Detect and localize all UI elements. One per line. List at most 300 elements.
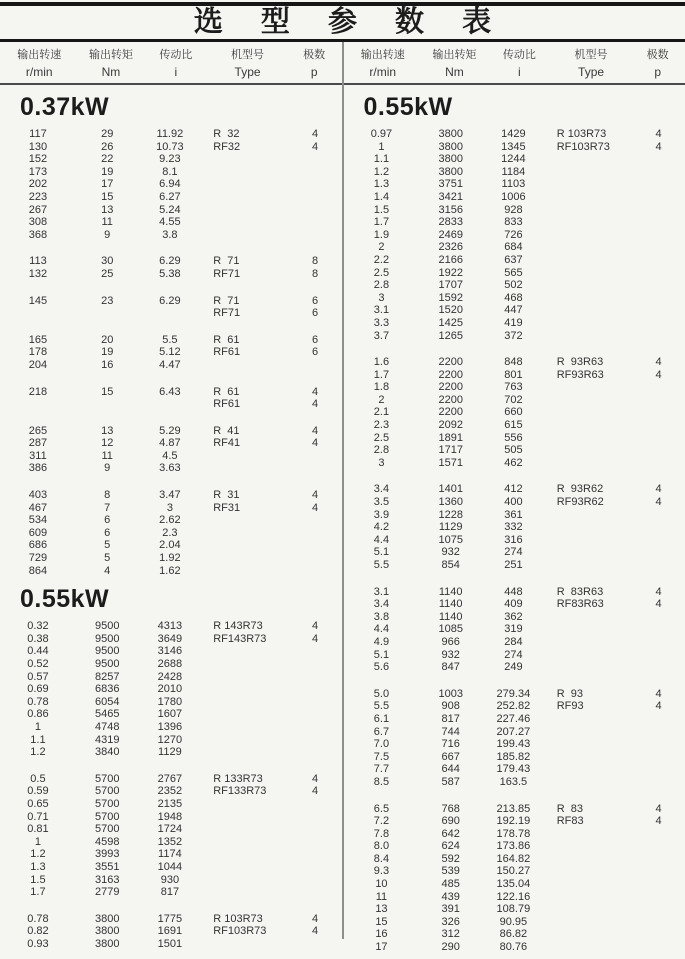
cell: 13 xyxy=(375,903,388,916)
cell: 908 xyxy=(441,700,460,713)
cell: 8 xyxy=(312,255,319,268)
data-group xyxy=(0,913,342,951)
cell: 4 xyxy=(312,912,319,925)
cell xyxy=(632,891,685,904)
cell xyxy=(632,559,685,572)
cell: 8 xyxy=(104,489,111,502)
table-row xyxy=(344,509,685,522)
cell xyxy=(632,204,685,217)
cell xyxy=(201,450,288,463)
cell: 1592 xyxy=(438,291,463,304)
cell xyxy=(545,444,632,457)
cell xyxy=(545,317,632,330)
cell: 4 xyxy=(312,128,319,140)
cell xyxy=(545,891,632,904)
column-header-unit: r/min xyxy=(369,65,397,79)
cell: 284 xyxy=(504,635,523,648)
cell: 173.86 xyxy=(496,840,531,853)
cell: 227.46 xyxy=(496,712,531,725)
cell: 0.71 xyxy=(27,810,49,823)
cell xyxy=(545,649,632,662)
cell xyxy=(632,738,685,751)
cell: 117 xyxy=(29,128,47,140)
cell xyxy=(545,903,632,916)
table-row xyxy=(0,874,342,887)
cell: 132 xyxy=(28,267,48,280)
cell: 439 xyxy=(441,890,460,903)
cell: 0.44 xyxy=(27,645,49,658)
table-row xyxy=(0,913,342,926)
cell xyxy=(632,928,685,941)
cell: 5 xyxy=(104,539,111,552)
cell xyxy=(632,216,685,229)
cell: 3.47 xyxy=(159,489,181,502)
table-row xyxy=(344,229,685,242)
cell: 9 xyxy=(104,462,111,475)
data-group xyxy=(0,295,342,320)
cell: 3649 xyxy=(157,632,183,645)
cell: 4 xyxy=(312,437,319,450)
cell: 202 xyxy=(28,178,48,191)
cell: 0.82 xyxy=(27,925,49,938)
cell: 1724 xyxy=(157,823,183,836)
cell: 0.65 xyxy=(27,797,49,810)
cell: R 93 xyxy=(556,687,584,700)
power-section-heading: 0.37kW xyxy=(20,93,110,121)
cell: R 61 xyxy=(213,333,240,346)
cell: 22 xyxy=(101,153,114,166)
data-group xyxy=(0,128,342,241)
cell: 13 xyxy=(101,424,114,437)
cell: 1.2 xyxy=(373,165,390,178)
table-row xyxy=(0,886,342,899)
cell xyxy=(545,381,632,394)
cell: 2352 xyxy=(157,785,183,798)
cell xyxy=(289,836,342,849)
table-row xyxy=(344,751,685,764)
cell: 2.3 xyxy=(373,419,390,432)
cell xyxy=(545,559,632,572)
cell xyxy=(632,878,685,891)
cell xyxy=(201,191,288,204)
cell: R 83 xyxy=(556,802,584,815)
cell: 637 xyxy=(504,253,523,266)
cell xyxy=(201,823,288,836)
cell: R 61 xyxy=(213,385,240,398)
cell xyxy=(545,166,632,179)
cell: 1520 xyxy=(438,304,463,317)
cell: 372 xyxy=(504,329,523,342)
cell: 448 xyxy=(504,585,523,598)
cell: 2688 xyxy=(157,658,183,670)
table-row xyxy=(344,623,685,636)
cell xyxy=(632,726,685,739)
cell: 1775 xyxy=(157,912,183,925)
cell: 6.29 xyxy=(159,255,181,268)
table-row xyxy=(0,425,342,438)
cell: 3421 xyxy=(438,190,463,203)
cell: 3800 xyxy=(94,912,120,925)
table-row xyxy=(344,878,685,891)
cell xyxy=(289,861,342,874)
cell xyxy=(289,229,342,242)
cell: 252.82 xyxy=(496,700,531,713)
cell: 3800 xyxy=(438,140,463,153)
cell: 316 xyxy=(504,533,523,546)
table-row xyxy=(0,128,342,141)
cell: 1 xyxy=(34,720,41,733)
table-row xyxy=(0,450,342,463)
cell: 5.29 xyxy=(159,424,181,437)
cell xyxy=(632,903,685,916)
table-row xyxy=(344,700,685,713)
table-column-left xyxy=(0,42,342,959)
table-row xyxy=(344,166,685,179)
cell xyxy=(545,661,632,674)
table-row xyxy=(0,204,342,217)
cell: 1 xyxy=(34,835,41,848)
cell: 308 xyxy=(28,216,48,229)
column-header-unit: i xyxy=(174,65,178,79)
power-section-heading: 0.55kW xyxy=(363,93,453,121)
table-row xyxy=(344,369,685,382)
table-row xyxy=(344,534,685,547)
cell xyxy=(632,432,685,445)
table-row xyxy=(344,598,685,611)
cell: 505 xyxy=(504,444,523,457)
cell: 4598 xyxy=(94,835,120,848)
cell: 2767 xyxy=(157,772,183,785)
cell: 1 xyxy=(378,140,385,153)
table-row xyxy=(344,216,685,229)
cell: 4 xyxy=(655,700,662,713)
cell xyxy=(545,611,632,624)
cell: 0.78 xyxy=(27,912,49,925)
cell: 1352 xyxy=(157,835,183,848)
cell xyxy=(632,304,685,317)
cell: 5.12 xyxy=(159,346,181,359)
cell: 4 xyxy=(655,356,662,369)
cell xyxy=(545,878,632,891)
table-row xyxy=(344,636,685,649)
cell: 412 xyxy=(504,483,523,496)
cell: 6.1 xyxy=(373,712,390,725)
cell: 9500 xyxy=(94,645,120,658)
cell xyxy=(545,828,632,841)
cell xyxy=(201,527,288,540)
cell xyxy=(289,178,342,191)
cell xyxy=(632,865,685,878)
cell xyxy=(289,734,342,747)
table-row xyxy=(344,865,685,878)
cell: 3.3 xyxy=(373,316,390,329)
cell: 11 xyxy=(101,449,113,462)
column-header-unit: Nm xyxy=(101,65,121,79)
cell xyxy=(289,671,342,684)
cell: 667 xyxy=(441,750,460,763)
cell: 609 xyxy=(28,526,48,539)
cell: RF83R63 xyxy=(556,598,604,611)
cell: 4 xyxy=(312,620,319,633)
cell: 4313 xyxy=(157,620,183,633)
cell: R 143R73 xyxy=(213,620,263,633)
cell xyxy=(632,776,685,789)
cell xyxy=(545,534,632,547)
cell xyxy=(201,359,288,372)
cell: 1.3 xyxy=(30,860,46,873)
cell: 274 xyxy=(504,648,523,661)
cell xyxy=(289,539,342,552)
cell: 932 xyxy=(441,648,460,661)
cell: 3993 xyxy=(94,848,120,861)
cell: 4 xyxy=(312,140,319,153)
cell: RF71 xyxy=(213,307,241,320)
cell: 3800 xyxy=(438,153,463,166)
table-row xyxy=(0,527,342,540)
table-row xyxy=(0,938,342,951)
cell: 251 xyxy=(504,559,523,571)
cell: RF31 xyxy=(213,501,241,514)
cell: 179.43 xyxy=(496,763,531,776)
cell: 15 xyxy=(101,385,114,398)
cell: 17 xyxy=(375,941,388,954)
cell: 13 xyxy=(101,203,114,216)
table-row xyxy=(344,141,685,154)
cell xyxy=(201,229,288,242)
cell xyxy=(201,938,288,951)
table-row xyxy=(0,334,342,347)
cell xyxy=(201,658,288,671)
cell: 2166 xyxy=(438,253,463,266)
cell: 1228 xyxy=(438,508,463,521)
table-row xyxy=(0,798,342,811)
column-header-cn: 机型号 xyxy=(574,49,608,61)
cell xyxy=(632,254,685,267)
cell: 1396 xyxy=(157,720,183,733)
cell: RF61 xyxy=(213,398,241,411)
cell: 122.16 xyxy=(496,890,531,903)
cell: 3840 xyxy=(94,746,120,759)
cell xyxy=(0,398,76,411)
table-row xyxy=(344,661,685,674)
cell xyxy=(201,861,288,874)
cell xyxy=(632,713,685,726)
cell: RF93R62 xyxy=(556,496,604,509)
cell xyxy=(632,828,685,841)
cell xyxy=(632,381,685,394)
cell: 1891 xyxy=(438,431,463,444)
cell: 1.2 xyxy=(30,848,46,861)
cell: RF71 xyxy=(213,267,241,280)
cell: 1075 xyxy=(438,533,463,546)
cell xyxy=(632,546,685,559)
column-header-table xyxy=(0,47,342,80)
cell: 312 xyxy=(441,928,460,941)
cell: 3.9 xyxy=(373,508,390,521)
cell xyxy=(289,658,342,671)
data-group xyxy=(344,586,685,674)
cell: 2 xyxy=(378,393,385,406)
cell: 2092 xyxy=(438,419,463,432)
cell: 1780 xyxy=(157,695,183,708)
cell: 8.0 xyxy=(373,840,390,853)
cell xyxy=(201,514,288,527)
cell: 2135 xyxy=(157,797,183,810)
table-row xyxy=(344,611,685,624)
cell: 1691 xyxy=(157,925,183,938)
table-row xyxy=(344,254,685,267)
column-header-unit: Type xyxy=(578,65,605,79)
table-row xyxy=(344,828,685,841)
cell xyxy=(545,330,632,343)
cell: 5700 xyxy=(94,797,120,810)
cell xyxy=(201,166,288,179)
table-row xyxy=(344,317,685,330)
cell: 1571 xyxy=(438,456,463,469)
table-row xyxy=(344,840,685,853)
cell: RF83 xyxy=(556,815,584,828)
header-row-unit xyxy=(344,64,685,80)
cell xyxy=(289,645,342,658)
cell xyxy=(545,229,632,242)
cell: 2326 xyxy=(438,241,463,254)
cell: 4 xyxy=(655,368,662,381)
cell: 9 xyxy=(104,228,111,241)
cell: 1044 xyxy=(157,860,183,873)
table-row xyxy=(0,295,342,308)
cell: 3.8 xyxy=(162,228,178,241)
cell xyxy=(201,746,288,759)
cell: 702 xyxy=(504,393,523,406)
cell: 279.34 xyxy=(496,687,531,700)
data-group xyxy=(344,128,685,342)
cell: 1429 xyxy=(501,128,526,140)
cell: 178.78 xyxy=(496,827,531,840)
cell xyxy=(289,216,342,229)
cell xyxy=(545,204,632,217)
cell: 1265 xyxy=(438,329,463,342)
cell: 447 xyxy=(504,304,523,317)
cell: 6 xyxy=(104,526,111,539)
column-header-cn: 传动比 xyxy=(502,49,536,61)
column-header-cn: 输出转速 xyxy=(17,49,62,61)
table-row xyxy=(0,539,342,552)
cell: RF133R73 xyxy=(213,785,267,798)
cell: 0.93 xyxy=(27,937,49,950)
cell: 1270 xyxy=(157,733,183,746)
cell xyxy=(632,941,685,954)
cell: 4 xyxy=(655,585,662,598)
data-group xyxy=(344,483,685,571)
cell: 6 xyxy=(104,514,111,527)
cell: 5.38 xyxy=(159,267,181,280)
table-row xyxy=(0,785,342,798)
cell: R 32 xyxy=(213,128,240,140)
cell: 11 xyxy=(101,216,113,229)
power-section-heading: 0.55kW xyxy=(20,585,110,614)
cell: 1717 xyxy=(438,444,463,457)
cell: 4 xyxy=(312,772,319,785)
cell: 0.32 xyxy=(27,620,49,633)
cell xyxy=(201,683,288,696)
cell: 2.1 xyxy=(373,406,390,419)
cell: 1401 xyxy=(438,483,463,496)
cell xyxy=(632,267,685,280)
cell xyxy=(545,419,632,432)
cell: 686 xyxy=(28,539,48,552)
cell: 1.5 xyxy=(373,203,390,216)
cell: 15 xyxy=(375,915,388,928)
cell xyxy=(632,444,685,457)
cell: 4.47 xyxy=(159,358,181,371)
table-row xyxy=(344,713,685,726)
cell xyxy=(289,166,342,179)
cell: 2.8 xyxy=(373,279,390,292)
cell: 150.27 xyxy=(496,865,531,878)
cell: 817 xyxy=(160,886,180,899)
cell xyxy=(201,204,288,217)
cell: 19 xyxy=(101,165,114,178)
cell: 6 xyxy=(312,346,319,359)
cell: 467 xyxy=(28,501,48,514)
cell: 311 xyxy=(29,449,47,462)
cell: 4 xyxy=(655,140,662,153)
table-row xyxy=(0,565,342,578)
cell xyxy=(289,848,342,861)
table-row xyxy=(0,721,342,734)
cell: 3.5 xyxy=(373,496,390,509)
cell: 1174 xyxy=(158,848,182,861)
cell xyxy=(632,853,685,866)
table-row xyxy=(0,398,342,411)
cell: 3800 xyxy=(438,165,463,178)
cell: 164.82 xyxy=(496,852,531,865)
cell xyxy=(632,916,685,929)
cell: 130 xyxy=(28,140,48,153)
cell xyxy=(632,153,685,166)
cell: 5.1 xyxy=(373,648,390,661)
cell: 2428 xyxy=(157,670,183,683)
cell: 1425 xyxy=(438,316,463,329)
table-row xyxy=(0,848,342,861)
table-row xyxy=(0,823,342,836)
table-row xyxy=(0,620,342,633)
table-row xyxy=(344,803,685,816)
cell xyxy=(289,514,342,527)
cell: 265 xyxy=(28,424,48,437)
cell: 26 xyxy=(101,140,114,153)
table-row xyxy=(0,178,342,191)
cell: 1607 xyxy=(157,708,183,721)
cell: 3 xyxy=(166,501,173,514)
cell: 2469 xyxy=(438,228,463,241)
cell xyxy=(545,191,632,204)
cell: 592 xyxy=(441,852,460,865)
cell xyxy=(545,623,632,636)
cell: 9500 xyxy=(94,632,120,645)
cell: 864 xyxy=(28,564,48,577)
cell: 9500 xyxy=(94,620,120,633)
cell: 660 xyxy=(504,406,523,419)
table-row xyxy=(344,304,685,317)
cell: 3800 xyxy=(94,925,120,938)
cell: 1.6 xyxy=(373,356,390,369)
cell: 290 xyxy=(441,941,460,954)
cell xyxy=(632,649,685,662)
cell xyxy=(632,840,685,853)
cell: 368 xyxy=(28,228,48,241)
cell: 0.69 xyxy=(27,683,49,696)
